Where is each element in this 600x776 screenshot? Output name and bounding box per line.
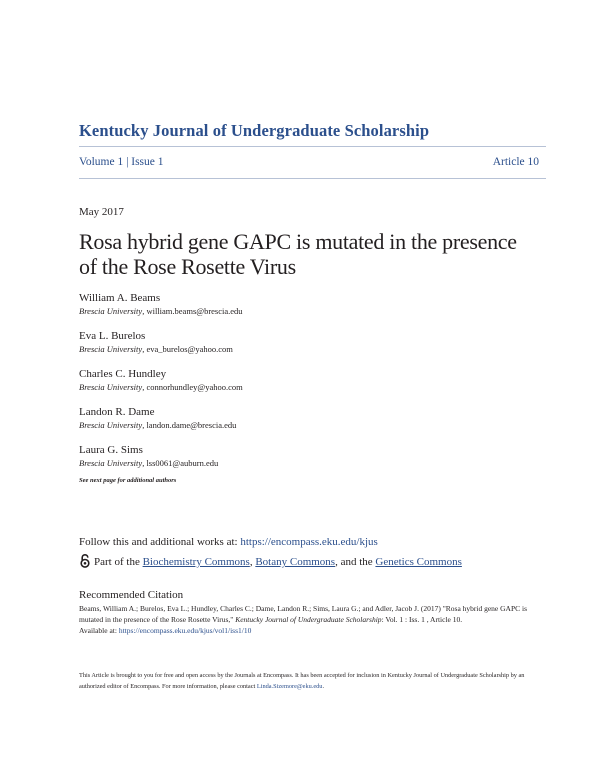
- botany-commons-link[interactable]: Botany Commons: [255, 556, 336, 568]
- repository-link[interactable]: https://encompass.eku.edu/kjus: [240, 536, 378, 548]
- author-affiliation: [79, 343, 479, 356]
- citation-volume: : Vol. 1 : Iss. 1 , Article 10.: [381, 615, 463, 624]
- author-affiliation: [79, 419, 479, 432]
- citation-text: [79, 603, 549, 636]
- journal-title[interactable]: Kentucky Journal of Undergraduate Scholarship: [79, 121, 430, 140]
- follow-line: [79, 536, 378, 548]
- citation-body: Beams, William A.; Burelos, Eva L.; Hundley, Charles C.; Dame, Landon R.; Sims, Laura G.; and Adler, Jacob J. (2017) "Rosa hybrid gene GAPC is mutated in the presence of the Rose Rosette Virus,": [79, 604, 528, 624]
- part-of-separator: ,: [249, 556, 256, 568]
- author-institution: Brescia University: [79, 420, 143, 430]
- author-name: Laura G. Sims: [79, 444, 143, 456]
- biochemistry-commons-link[interactable]: Biochemistry Commons: [142, 556, 250, 568]
- author-affiliation: [79, 381, 479, 394]
- author-entry: [79, 405, 479, 432]
- part-of-line: [79, 554, 462, 568]
- publication-date: May 2017: [79, 206, 124, 218]
- notice-end: .: [322, 683, 325, 690]
- author-entry: [79, 367, 479, 394]
- author-email[interactable]: , eva_burelos@yahoo.com: [142, 344, 233, 354]
- recommended-citation-heading: Recommended Citation: [79, 589, 184, 601]
- author-email[interactable]: , landon.dame@brescia.edu: [142, 420, 237, 430]
- notice-text: This Article is brought to you for free and open access by the Journals at Encompass. It has been accepted for inclusion in Kentucky Journal of Undergraduate Scholarship by an authorized editor of Encompass. For more information, please contact: [79, 672, 525, 690]
- author-entry: [79, 329, 479, 356]
- paper-title-line-1: Rosa hybrid gene GAPC is mutated in the presence: [79, 229, 517, 254]
- part-of-prefix: Part of the: [94, 556, 143, 568]
- paper-title-line-2: of the Rose Rosette Virus: [79, 254, 296, 279]
- volume-issue-link[interactable]: Volume 1 | Issue 1: [79, 156, 164, 168]
- header-rule-bottom: [79, 178, 546, 179]
- author-affiliation: [79, 305, 479, 318]
- open-access-icon: [79, 554, 91, 568]
- journal-meta-row: [79, 156, 539, 168]
- author-entry: [79, 291, 479, 318]
- author-name: Landon R. Dame: [79, 406, 155, 418]
- genetics-commons-link[interactable]: Genetics Commons: [375, 556, 462, 568]
- see-next-page-note: See next page for additional authors: [79, 477, 177, 484]
- author-email[interactable]: , connorhundley@yahoo.com: [142, 382, 243, 392]
- author-institution: Brescia University: [79, 458, 143, 468]
- author-name: William A. Beams: [79, 292, 161, 304]
- header-rule-top: [79, 146, 546, 147]
- author-institution: Brescia University: [79, 382, 143, 392]
- author-name: Eva L. Burelos: [79, 330, 146, 342]
- follow-label: Follow this and additional works at:: [79, 536, 241, 548]
- open-access-notice: [79, 670, 549, 692]
- part-of-separator: , and the: [335, 556, 376, 568]
- paper-title: [79, 229, 549, 279]
- article-number-link[interactable]: Article 10: [492, 156, 539, 168]
- author-email[interactable]: , william.beams@brescia.edu: [142, 306, 243, 316]
- author-name: Charles C. Hundley: [79, 368, 167, 380]
- author-institution: Brescia University: [79, 306, 143, 316]
- author-email[interactable]: , lss0061@auburn.edu: [142, 458, 219, 468]
- citation-journal: Kentucky Journal of Undergraduate Scholarship: [235, 615, 382, 624]
- author-affiliation: [79, 457, 479, 470]
- contact-email-link[interactable]: Linda.Sizemore@eku.edu: [256, 683, 323, 690]
- available-at-label: Available at:: [79, 626, 119, 635]
- author-entry: [79, 443, 479, 470]
- author-institution: Brescia University: [79, 344, 143, 354]
- article-url-link[interactable]: https://encompass.eku.edu/kjus/vol1/iss1/10: [118, 626, 252, 635]
